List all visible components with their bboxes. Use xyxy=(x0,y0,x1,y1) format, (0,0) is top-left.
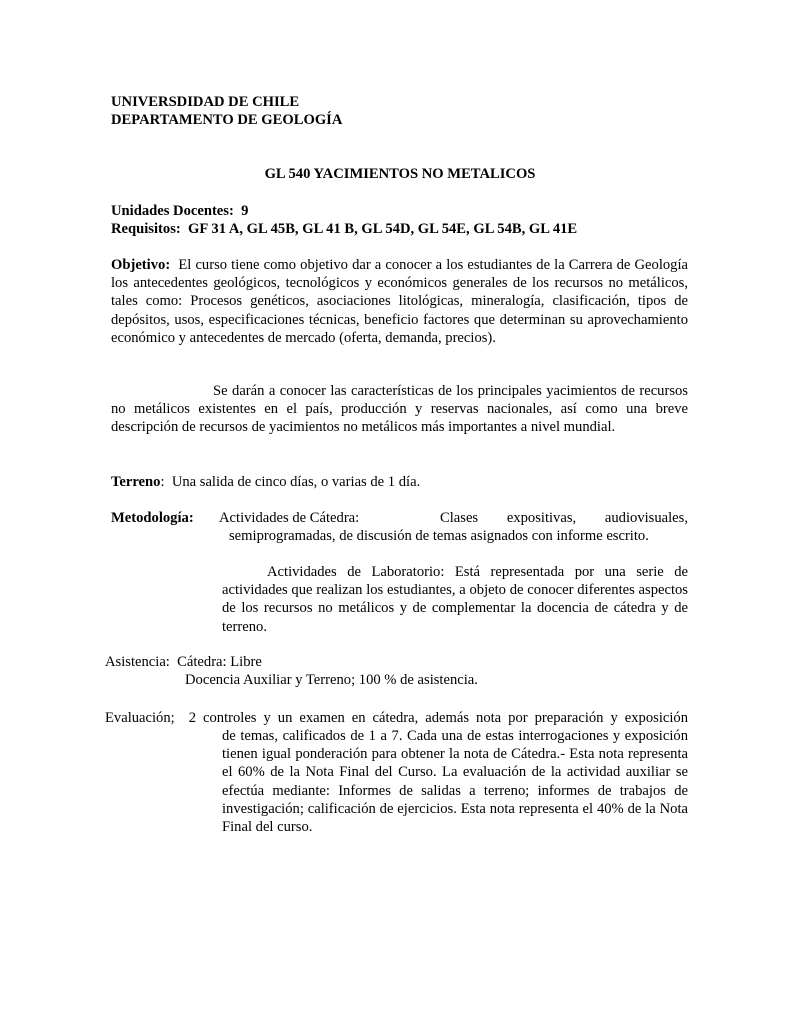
attendance-lecture: Cátedra: Libre xyxy=(177,654,262,670)
units-line xyxy=(111,202,711,220)
university-name: UNIVERSDIDAD DE CHILE xyxy=(111,94,300,110)
course-title: GL 540 YACIMIENTOS NO METALICOS xyxy=(264,166,536,182)
lecture-text-line2: semiprogramadas, de discusión de temas asignados con informe escrito. xyxy=(229,528,649,544)
attendance-label: Asistencia: xyxy=(105,654,170,670)
lab-paragraph: Actividades de Laboratorio: Está representada por una serie de actividades que realizan los estudiantes, a objeto de conocer diferentes aspectos de los recursos no metálicos y de complementar la docencia de cátedra y de terreno. xyxy=(222,564,688,635)
evaluation-line1-text: 2 controles y un examen en cátedra, además nota por preparación y exposición xyxy=(188,710,689,726)
header xyxy=(111,93,511,129)
units-value: 9 xyxy=(241,203,249,219)
evaluation-label: Evaluación; xyxy=(105,710,175,726)
field-line: Terreno: Una salida de cinco días, o varias de 1 día. xyxy=(111,474,421,490)
objective-paragraph xyxy=(111,256,688,347)
field-label: Terreno xyxy=(111,474,161,490)
attendance-line1 xyxy=(105,653,705,671)
objective-text: El curso tiene como objetivo dar a conocer a los estudiantes de la Carrera de Geología los antecedentes geológicos, tecnológicos y económicos generales de los recursos no metálicos, tales como: Procesos genéticos, asociaciones litológicas, mineralogía, clasificación, tipos de depósitos, usos, especificaciones técnicas, beneficio factores que determinan su aprovechamiento económico y antecedentes de mercado (oferta, demanda, precios). xyxy=(111,257,689,346)
lecture-text-line1: Clases expositivas, audiovisuales, xyxy=(440,510,688,526)
requirements-label: Requisitos: xyxy=(111,221,181,238)
attendance-section xyxy=(105,653,705,671)
evaluation-paragraph: de temas, calificados de 1 a 7. Cada una de estas interrogaciones y exposición tienen igual ponderación para obtener la nota de Cátedra.- Esta nota representa el 60% de la Nota Final del Curso. La evaluación de la actividad auxiliar se efectúa mediante: Informes de salidas a terreno; informes de trabajos de investigación; calificación de ejercicios. Esta nota representa el 40% de la Nota Final del curso. xyxy=(222,728,688,836)
requirements-value: GF 31 A, GL 45B, GL 41 B, GL 54D, GL 54E, GL 54B, GL 41E xyxy=(188,221,578,238)
objective-paragraph-2: Se darán a conocer las características de los principales yacimientos de recursos no metálicos existentes en el país, producción y reservas nacionales, así como una breve descripción de recursos de yacimientos no metálicos más importantes a nivel mundial. xyxy=(111,383,688,436)
lecture-label: Actividades de Cátedra: xyxy=(219,510,360,526)
evaluation-line1 xyxy=(105,709,688,727)
units-label: Unidades Docentes: xyxy=(111,203,234,219)
field-text: Una salida de cinco días, o varias de 1 día. xyxy=(171,474,421,490)
department-name: DEPARTAMENTO DE GEOLOGÍA xyxy=(111,112,343,129)
attendance-auxiliary: Docencia Auxiliar y Terreno; 100 % de asistencia. xyxy=(185,672,478,688)
course-info xyxy=(111,202,711,238)
requirements-line xyxy=(111,220,711,238)
methodology-label: Metodología: xyxy=(111,510,194,526)
objective-label: Objetivo: xyxy=(111,257,171,273)
